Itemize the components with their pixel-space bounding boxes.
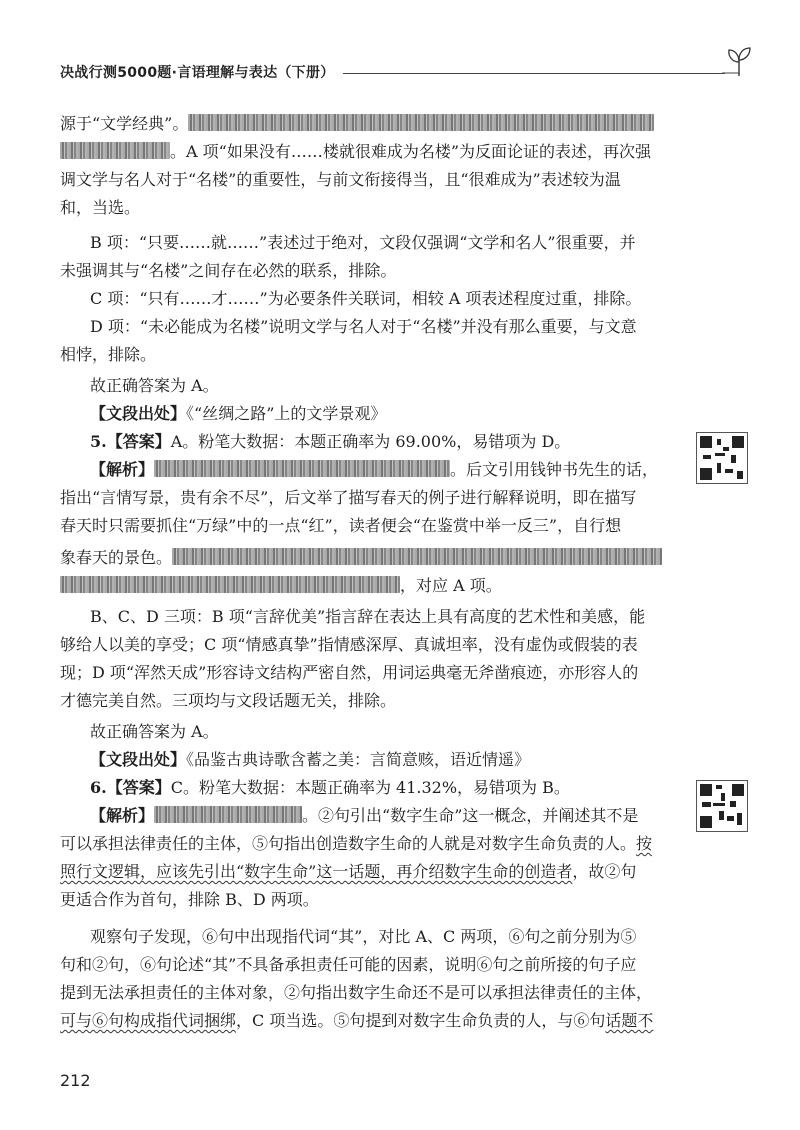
text-line: 才德完美自然。三项均与文段话题无关，排除。 [60,691,397,710]
text-line: 指出“言情写景，贵有余不尽”，后文举了描写春天的例子进行解释说明，即在描写 [60,488,637,507]
answer-line: 5.【答案】A。粉笔大数据：本题正确率为 69.00%，易错项为 D。 [90,432,571,451]
text-line: 调文学与名人对于“名楼”的重要性，与前文衔接得当，且“很难成为”表述较为温 [60,170,621,189]
text-line: 更适合作为首句，排除 B、D 两项。 [60,890,319,909]
text-line: 够给人以美的享受；C 项“情感真挚”指情感深厚、真诚坦率，没有虚伪或假装的表 [60,635,638,654]
text-line: 故正确答案为 A。 [90,376,219,395]
text-line: 故正确答案为 A。 [90,722,219,741]
text-line: B 项：“只要……就……”表述过于绝对，文段仅强调“文学和名人”很重要，并 [90,233,636,252]
answer-line: 6.【答案】C。粉笔大数据：本题正确率为 41.32%，易错项为 B。 [90,778,570,797]
header-rule [343,73,725,74]
text-line: 提到无法承担责任的主体对象，②句指出数字生命还不是可以承担法律责任的主体， [60,983,653,1002]
redacted-text [154,460,450,477]
text-line: 现；D 项“浑然天成”形容诗文结构严密自然，用词运典毫无斧凿痕迹，亦形容人的 [60,663,639,682]
text-line: 照行文逻辑，应该先引出“数字生命”这一话题，再介绍数字生命的创造者，故②句 [60,862,637,881]
text-line: 可以承担法律责任的主体，⑤句指出创造数字生命的人就是对数字生命负责的人。按 [60,834,653,853]
text-line: 可与⑥句构成指代词捆绑，C 项当选。⑤句提到对数字生命负责的人，与⑥句话题不 [60,1011,654,1030]
text-line: ，对应 A 项。 [60,575,502,597]
running-header-title: 决战行测5000题·言语理解与表达（下册） [60,65,335,81]
text-line: C 项：“只有……才……”为必要条件关联词，相较 A 项表述程度过重，排除。 [90,289,642,308]
text-line: 观察句子发现，⑥句中出现指代词“其”，对比 A、C 两项，⑥句之前分别为⑤ [90,927,637,946]
redacted-text [60,142,170,159]
text-line: 春天时只需要抓住“万绿”中的一点“红”，读者便会“在鉴赏中举一反三”，自行想 [60,516,622,535]
text-line: D 项：“未必能成为名楼”说明文学与名人对于“名楼”并没有那么重要，与文意 [90,317,637,336]
text-line: 。A 项“如果没有……楼就很难成为名楼”为反面论证的表述，再次强 [60,141,651,163]
page-number: 212 [60,1071,91,1090]
text-line: 句和②句，⑥句论述“其”不具备承担责任可能的因素，说明⑥句之前所接的句子应 [60,955,637,974]
redacted-text [154,806,302,823]
qr-code-icon[interactable] [696,780,748,832]
text-line: 未强调其与“名楼”之间存在必然的联系，排除。 [60,261,397,280]
sprout-icon [722,44,756,78]
analysis-line: 【解析】 。②句引出“数字生命”这一概念，并阐述其不是 [90,806,639,825]
text-line: 和，当选。 [60,198,141,217]
text-line: 相悖，排除。 [60,345,157,364]
text-line: B、C、D 三项：B 项“言辞优美”指言辞在表达上具有高度的艺术性和美感，能 [90,607,646,626]
text-line: 象春天的景色。 [60,547,662,569]
redacted-text [172,548,662,565]
source-line: 【文段出处】《“丝绸之路”上的文学景观》 [90,404,387,423]
redacted-text [60,576,400,593]
text-line: 源于“文学经典”。 [60,113,654,135]
qr-code-icon[interactable] [696,432,748,484]
analysis-line: 【解析】 。后文引用钱钟书先生的话， [90,460,659,479]
redacted-text [188,114,654,131]
source-line: 【文段出处】《品鉴古典诗歌含蓄之美：言简意赅，语近情遥》 [90,750,531,769]
